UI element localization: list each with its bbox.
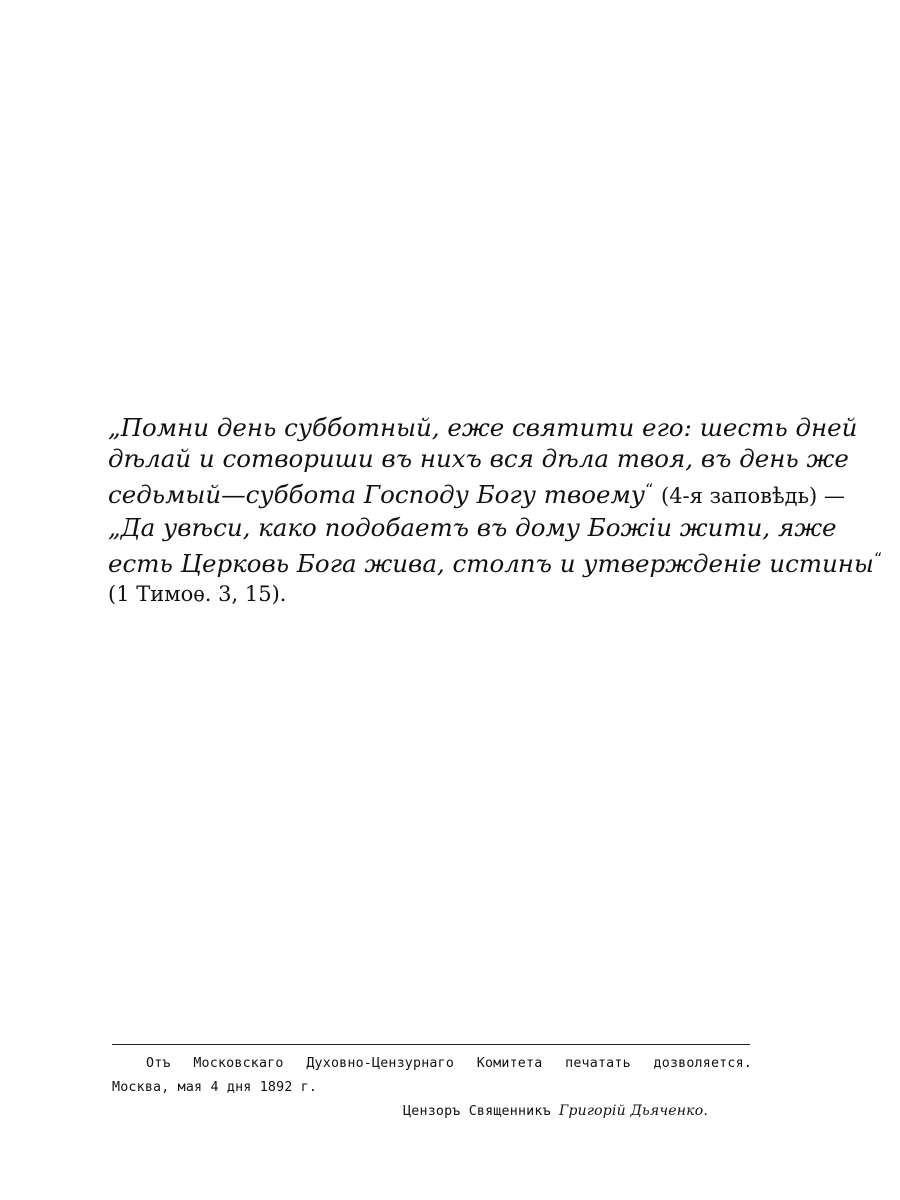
epigraph-line-3 [108, 474, 845, 512]
epigraph-line-2: дѣлай и сотвориши въ нихъ вся дѣла твоя, въ день же [108, 444, 849, 473]
epigraph-block [108, 412, 883, 610]
censor-name: Григорій Дьяченко. [559, 1103, 708, 1119]
commandment-reference: (4-я заповѣдь) — [661, 484, 845, 508]
epigraph-line-1: „Помни день субботный, еже святити его: шесть дней [108, 413, 858, 442]
epigraph-line-3-quote: седьмый—суббота Господу Богу твоему [108, 480, 646, 509]
censorship-permission: Отъ Московскаго Духовно-Цензурнаго Комитета печатать дозволяется. [146, 1056, 752, 1071]
footer-divider [112, 1044, 750, 1045]
censorship-place-date: Москва, мая 4 дня 1892 г. [112, 1080, 318, 1095]
epigraph-line-4: „Да увѣси, како подобаетъ въ дому Божіи жити, яже [108, 513, 837, 542]
epigraph-line-5 [108, 543, 883, 579]
epigraph-line-5-quote: есть Церковь Бога жива, столпъ и утвержденіе истины [108, 549, 874, 578]
censor-signature [112, 1103, 752, 1119]
censor-title: Цензоръ Священникъ [403, 1104, 551, 1119]
closing-quote-mark: “ [873, 549, 883, 568]
scripture-reference: (1 Тимоѳ. 3, 15). [108, 582, 287, 606]
closing-quote-mark: “ [645, 480, 654, 499]
